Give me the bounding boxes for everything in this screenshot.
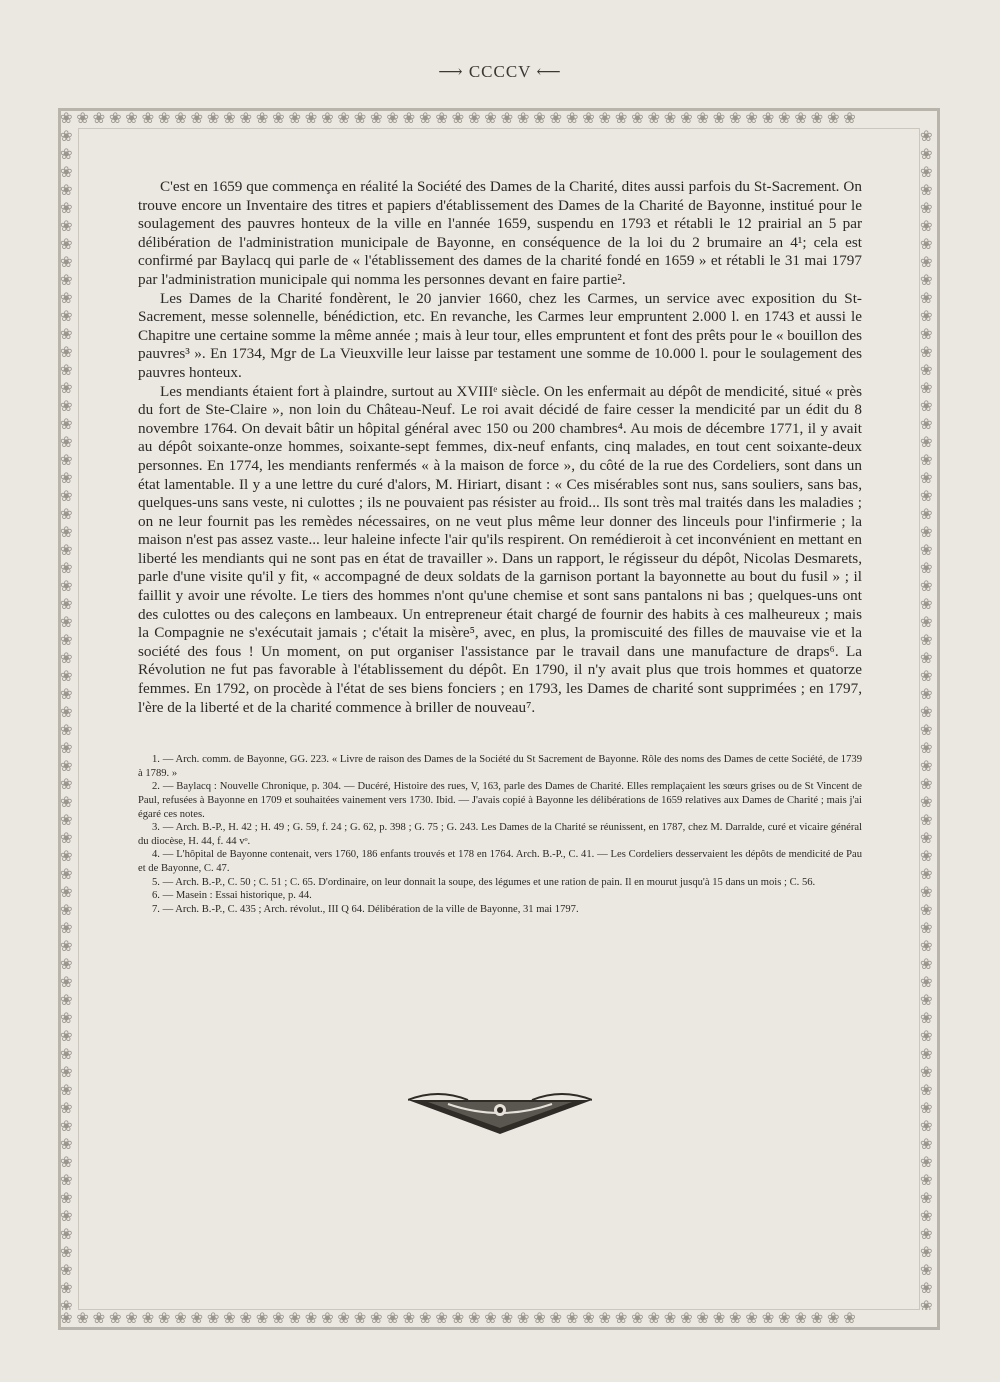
footnote: 4. — L'hôpital de Bayonne contenait, vers 1760, 186 enfants trouvés et 178 en 1764. Arch. B.-P., C. 41. — Les Cordeliers desservaient les dépôts de mendicité de Pau et de Bayonne, C. 47. [138,849,862,874]
paragraph: C'est en 1659 que commença en réalité la Société des Dames de la Charité, dites aussi parfois du St-Sacrement. On trouve encore un Inventaire des titres et papiers d'établissement des Dames de la Charité de Bayonne, institué pour le soulagement des pauvres honteux de la ville en l'année 1659, suspendu en 1793 et rétabli le 12 prairial an 5 par délibération de l'administration municipale de Bayonne, en conséquence de la loi du 2 brumaire an 4¹; cela est confirmé par Baylacq qui parle de « l'établissement des dames de la charité fondé en 1659 » et rétabli le 31 mai 1797 par l'administration municipale qui nomma les personnes devant en faire partie². [138,178,862,288]
border-ornament-bottom: ❀ ❀ ❀ ❀ ❀ ❀ ❀ ❀ ❀ ❀ ❀ ❀ ❀ ❀ ❀ ❀ ❀ ❀ ❀ ❀ ❀ ❀ ❀ ❀ ❀ ❀ ❀ ❀ ❀ ❀ ❀ ❀ ❀ ❀ ❀ ❀ ❀ ❀ ❀ ❀ ❀ ❀ ❀ ❀ ❀ ❀ ❀ ❀ ❀ [60,1311,856,1327]
page-number: ⟶ CCCCV ⟵ [438,62,562,81]
main-text [138,178,862,916]
paragraph: Les mendiants étaient fort à plaindre, surtout au XVIIIᵉ siècle. On les enfermait au dépôt de mendicité, situé « près du fort de Ste-Claire », non loin du Château-Neuf. Le roi avait décidé de faire cesser la mendicité par un édit du 8 novembre 1764. On devait bâtir un hôpital général avec 150 ou 200 chambres⁴. Au mois de décembre 1771, il y avait au dépôt soixante-onze hommes, soixante-sept femmes, dix-neuf enfants, cinq malades, en tout cent soixante-deux personnes. En 1774, les mendiants renfermés « à la maison de force », du côté de la rue des Cordeliers, sont dans un état lamentable. Il y a une lettre du curé d'alors, M. Hiriart, disant : « Ces misérables sont nus, sans souliers, sans bas, quelques-uns sans veste, ni culottes ; ils ne pouvaient pas résister au froid... Ils sont très mal traités dans les maladies ; on ne leur fournit pas les remèdes nécessaires, on ne veut plus même leur donner des linceuls pour l'infirmerie ; la maison n'est pas assez vaste... leur haleine infecte l'air qu'ils respirent. On remédieroit à cet inconvénient en mettant en liberté les mendiants qui ne sont pas en état de travailler ». Dans un rapport, le régisseur du dépôt, Nicolas Desmarets, parle d'une visite qu'il y fit, « accompagné de deux soldats de la garnison portant la bayonnette au bout du fusil » ; il faillit y avoir une révolte. Le tiers des hommes n'ont qu'une chemise et sont sans pantalons ni bas ; quelques-uns ont des culottes ou des caleçons en lambeaux. Un entrepreneur était chargé de fournir des habits à ces malheureux ; mais la Compagnie ne s'exécutait jamais ; c'était la misère⁵, avec, en plus, la promiscuité des filles de mauvaise vie et la société des fous ! Un moment, on put organiser l'assistance par le travail dans une manufacture de draps⁶. La Révolution ne fut pas favorable à l'établissement du dépôt. En 1790, il n'y avait plus que trois hommes et quatorze femmes. En 1792, on procède à l'état de ses biens fonciers ; en 1793, les Dames de charité sont supprimées ; en 1797, l'ère de la liberté et de la charité commence à briller de nouveau⁷. [138,382,862,716]
footnote: 2. — Baylacq : Nouvelle Chronique, p. 304. — Ducéré, Histoire des rues, V, 163, parle des Dames de Charité. Elles remplaçaient les sœurs grises ou de St Vincent de Paul, refusées à Bayonne en 1709 et souhaitées vainement vers 1730. Ibid. — J'avais copié à Bayonne les délibérations de 1659 relatives aux Dames de Charité ; mais j'ai égaré ces notes. [138,781,862,820]
border-ornament-right: ❀❀❀❀❀❀❀❀❀❀❀❀❀❀❀❀❀❀❀❀❀❀❀❀❀❀❀❀❀❀❀❀❀❀❀❀❀❀❀❀❀❀❀❀❀❀❀❀❀❀❀❀❀❀❀❀❀❀❀❀❀❀❀❀❀❀ [920,129,933,1310]
footnote: 3. — Arch. B.-P., H. 42 ; H. 49 ; G. 59, f. 24 ; G. 62, p. 398 ; G. 75 ; G. 243. Les Dames de la Charité se réunissent, en 1787, chez M. Darralde, curé et vicaire général du diocèse, H. 44, f. 44 vᵒ. [138,822,862,847]
tailpiece-ornament-icon [408,1088,592,1136]
footnote: 6. — Masein : Essai historique, p. 44. [152,890,312,902]
border-ornament-top: ❀ ❀ ❀ ❀ ❀ ❀ ❀ ❀ ❀ ❀ ❀ ❀ ❀ ❀ ❀ ❀ ❀ ❀ ❀ ❀ ❀ ❀ ❀ ❀ ❀ ❀ ❀ ❀ ❀ ❀ ❀ ❀ ❀ ❀ ❀ ❀ ❀ ❀ ❀ ❀ ❀ ❀ ❀ ❀ ❀ ❀ ❀ ❀ ❀ [60,111,856,127]
footnote: 5. — Arch. B.-P., C. 50 ; C. 51 ; C. 65. D'ordinaire, on leur donnait la soupe, des légumes et une ration de pain. Il en mourut jusqu'à 15 dans un mois ; C. 56. [152,876,816,888]
footnote: 7. — Arch. B.-P., C. 435 ; Arch. révolut., III Q 64. Délibération de la ville de Bayonne, 31 mai 1797. [152,903,579,915]
footnotes [138,753,862,916]
border-ornament-left: ❀❀❀❀❀❀❀❀❀❀❀❀❀❀❀❀❀❀❀❀❀❀❀❀❀❀❀❀❀❀❀❀❀❀❀❀❀❀❀❀❀❀❀❀❀❀❀❀❀❀❀❀❀❀❀❀❀❀❀❀❀❀❀❀❀❀ [60,129,73,1310]
footnote: 1. — Arch. comm. de Bayonne, GG. 223. « Livre de raison des Dames de la Société du St Sacrement de Bayonne. Rôle des noms des Dames de cette Société, de 1739 à 1789. » [138,754,862,779]
paragraph: Les Dames de la Charité fondèrent, le 20 janvier 1660, chez les Carmes, un service avec exposition du St-Sacrement, messe solennelle, bénédiction, etc. En revanche, les Carmes leur empruntent 2.000 l. en 1743 et aussi le Chapitre une certaine somme la même année ; mais à leur tour, elles empruntent et font des prêts pour le « bouillon des pauvres³ ». En 1734, Mgr de La Vieuxville leur laisse par testament une somme de 10.000 l. pour le soulagement des pauvres honteux. [138,289,862,381]
